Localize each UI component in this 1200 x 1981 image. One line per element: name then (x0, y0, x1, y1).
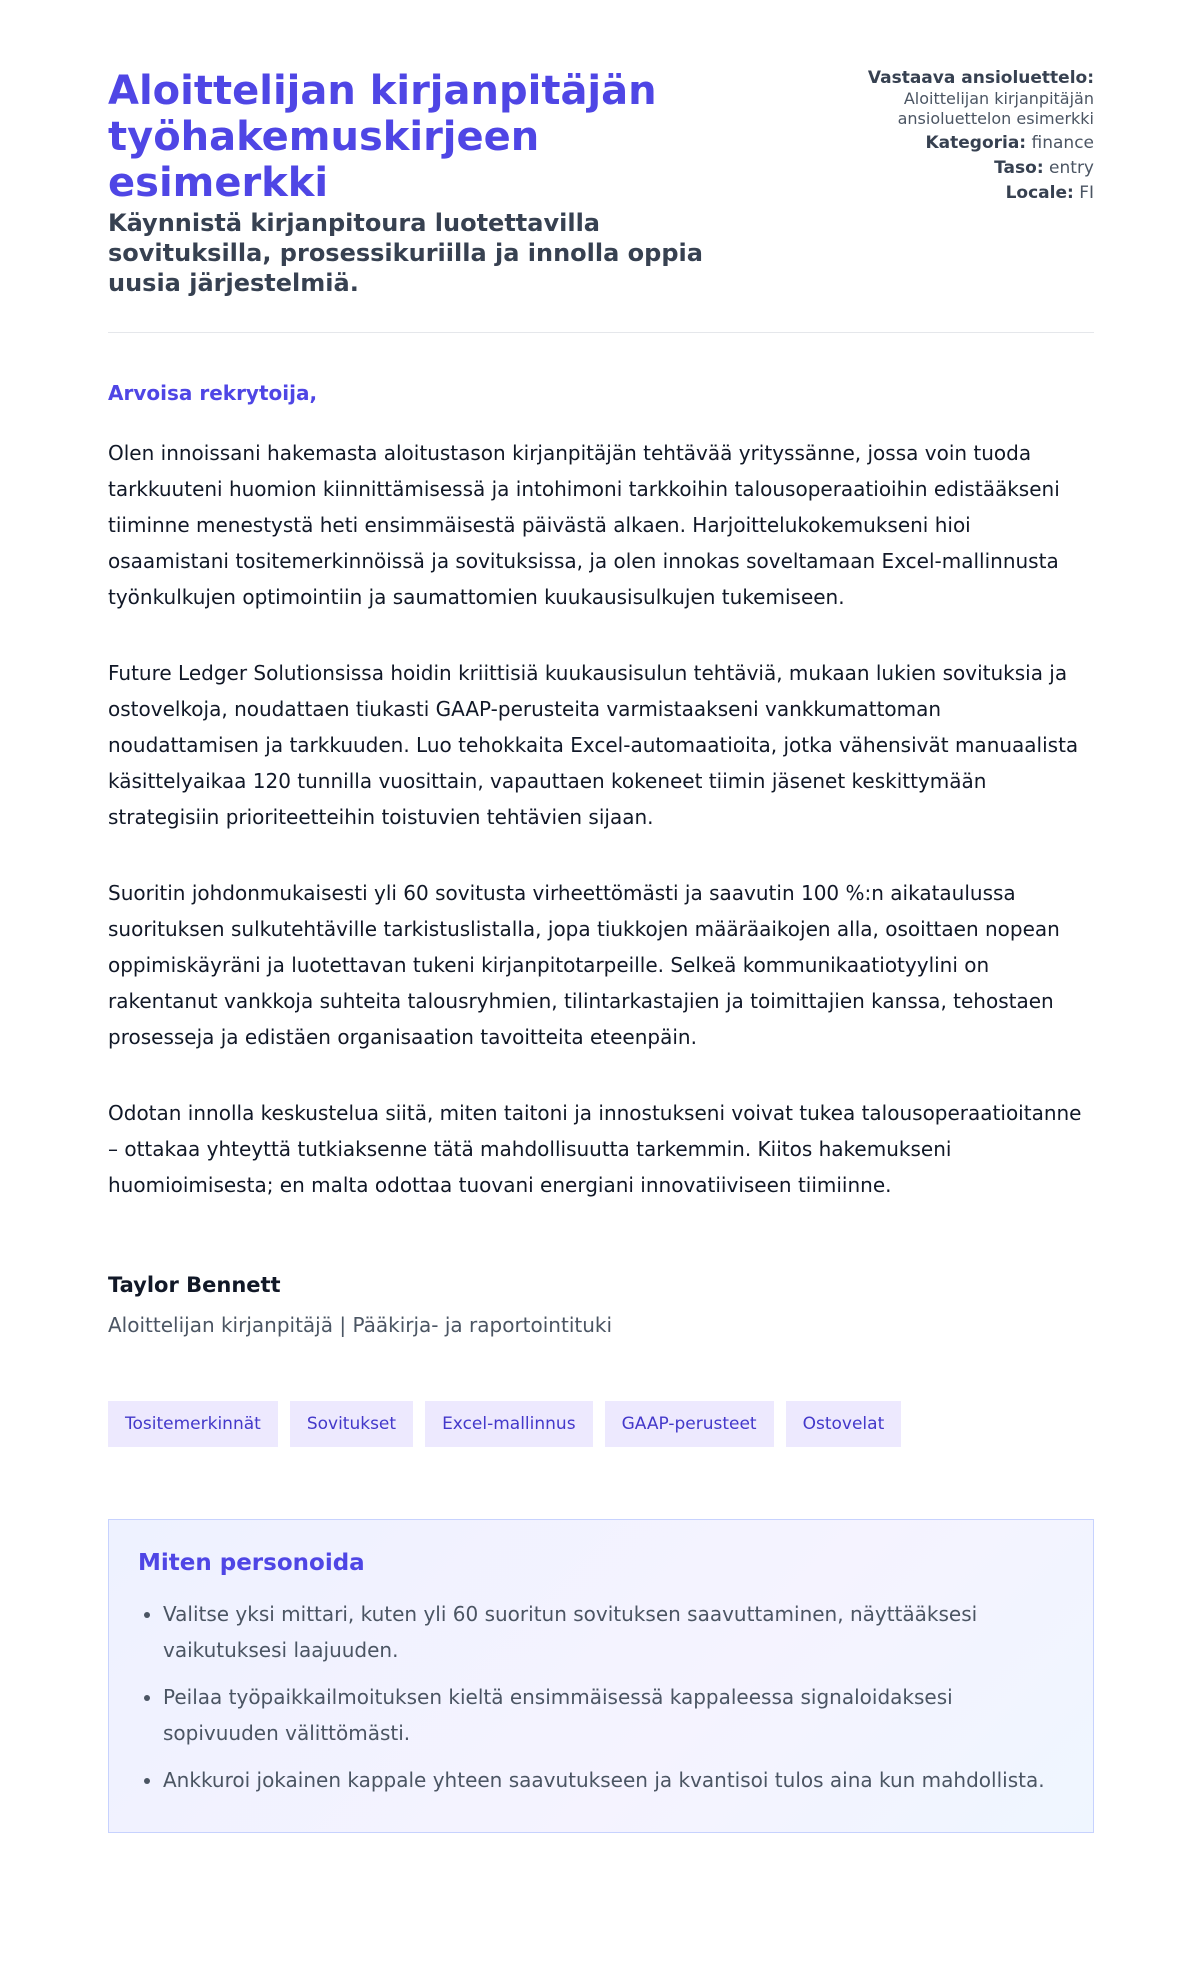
letter-paragraph: Suoritin johdonmukaisesti yli 60 sovitusta virheettömästi ja saavutin 100 %:n aikataulussa suorituksen sulkutehtäville tarkistuslistalla, jopa tiukkojen määräaikojen alla, osoittaen nopean oppimiskäyräni ja luotettavan tukeni kirjanpitotarpeille. Selkeä kommunikaatiotyylini on rakentanut vankkoja suhteita talousryhmien, tilintarkastajien ja toimittajien kanssa, tehostaen prosesseja ja edistäen organisaation tavoitteita eteenpäin. (108, 881, 1060, 1049)
signature-name: Taylor Bennett (108, 1273, 281, 1297)
tips-title: Miten personoida (138, 1550, 365, 1576)
meta-category (794, 133, 1094, 154)
meta-resume-key: Vastaava ansioluettelo: (867, 68, 1094, 88)
page-header (108, 68, 1094, 333)
letter-body (108, 381, 1094, 1337)
title-block (108, 68, 768, 298)
skill-tag: Tositemerkinnät (108, 1401, 278, 1447)
meta-resume (794, 68, 1094, 129)
meta-panel (794, 68, 1094, 208)
page-subtitle: Käynnistä kirjanpitoura luotettavilla sovituksilla, prosessikuriilla ja innolla oppia uusia järjestelmiä. (108, 209, 703, 297)
meta-category-value: finance (1031, 133, 1094, 153)
signature-role: Aloittelijan kirjanpitäjä | Pääkirja- ja raportointituki (108, 1313, 613, 1337)
tip-item: • Peilaa työpaikkailmoituksen kieltä ensimmäisessä kappaleessa signaloidaksesi sopivuuden välittömästi. (163, 1679, 1063, 1751)
meta-locale (794, 183, 1094, 204)
meta-locale-key: Locale: (1005, 183, 1074, 203)
skill-tag: GAAP-perusteet (605, 1401, 774, 1447)
meta-resume-link[interactable]: Aloittelijan kirjanpitäjän ansioluettelon esimerkki (897, 89, 1094, 128)
meta-level-key: Taso: (994, 158, 1044, 178)
personalization-tips (108, 1519, 1094, 1833)
salutation: Arvoisa rekrytoija, (108, 381, 318, 405)
meta-level (794, 158, 1094, 179)
letter-paragraph: Future Ledger Solutionsissa hoidin kriittisiä kuukausisulun tehtäviä, mukaan lukien sovituksia ja ostovelkoja, noudattaen tiukasti GAAP-perusteita varmistaakseni vankkumattoman noudattamisen ja tarkkuuden. Luo tehokkaita Excel-automaatioita, jotka vähensivät manuaalista käsittelyaikaa 120 tunnilla vuosittain, vapauttaen kokeneet tiimin jäsenet keskittymään strategisiin prioriteetteihin toistuvien tehtävien sijaan. (108, 661, 1079, 829)
tip-item: • Ankkuroi jokainen kappale yhteen saavutukseen ja kvantisoi tulos aina kun mahdollista. (163, 1762, 1063, 1798)
meta-locale-value: FI (1079, 183, 1094, 203)
letter-paragraph: Odotan innolla keskustelua siitä, miten taitoni ja innostukseni voivat tukea talousoperaatioitanne – ottakaa yhteyttä tutkiaksenne tätä mahdollisuutta tarkemmin. Kiitos hakemukseni huomioimisesta; en malta odottaa tuovani energiani innovatiiviseen tiimiinne. (108, 1101, 1082, 1197)
letter-paragraph: Olen innoissani hakemasta aloitustason kirjanpitäjän tehtävää yrityssänne, jossa voin tuoda tarkkuuteni huomion kiinnittämisessä ja intohimoni tarkkoihin talousoperaatioihin edistääkseni tiiminne menestystä heti ensimmäisestä päivästä alkaen. Harjoittelukokemukseni hioi osaamistani tositemerkinnöissä ja sovituksissa, ja olen innokas soveltamaan Excel-mallinnusta työnkulkujen optimointiin ja saumattomien kuukausisulkujen tukemiseen. (108, 441, 1060, 609)
cover-letter-page (108, 0, 1094, 1833)
skill-tag: Excel-mallinnus (425, 1401, 593, 1447)
skill-tag: Ostovelat (786, 1401, 902, 1447)
tip-item: • Valitse yksi mittari, kuten yli 60 suoritun sovituksen saavuttaminen, näyttääksesi vaikutuksesi laajuuden. (163, 1596, 1063, 1668)
page-title: Aloittelijan kirjanpitäjän työhakemuskirjeen esimerkki (108, 68, 657, 206)
skill-tags (108, 1401, 1094, 1447)
meta-level-value: entry (1049, 158, 1094, 178)
skill-tag: Sovitukset (290, 1401, 413, 1447)
tips-list (138, 1596, 1063, 1798)
meta-category-key: Kategoria: (925, 133, 1027, 153)
